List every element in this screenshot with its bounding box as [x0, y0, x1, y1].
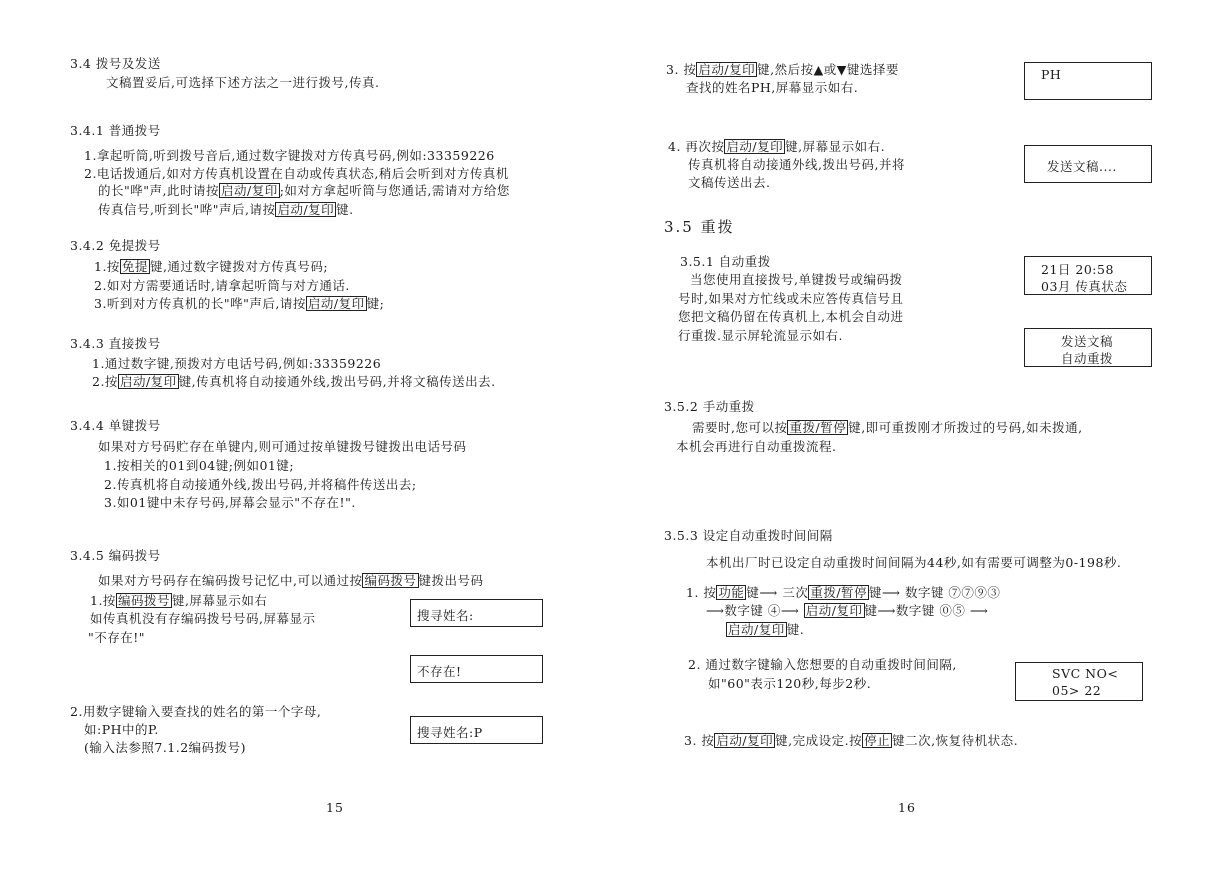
s353-l1b: 键⟶ 三次 [746, 585, 809, 600]
start-copy-key-label: 启动/复印 [698, 62, 756, 77]
s353-l1a: 1. 按 [686, 585, 717, 600]
s342-line-3 [94, 296, 384, 311]
start-copy-key-label: 启动/复印 [805, 603, 863, 618]
start-copy-key-label: 启动/复印 [119, 374, 177, 389]
section-3-5-2-title: 3.5.2 手动重拨 [664, 399, 755, 414]
s353-s3b: 键,完成设定.按 [775, 733, 863, 748]
lcd-text: 发送文稿 [1061, 334, 1114, 349]
s342-line-2: 2.如对方需要通话时,请拿起听筒与对方通话. [94, 278, 350, 293]
page-number-left: 15 [326, 800, 344, 815]
s353-intro: 本机出厂时已设定自动重拨时间间隔为44秒,如有需要可调整为0-198秒. [706, 555, 1122, 570]
s353-step-2-line-1: 2. 通过数字键输入您想要的自动重拨时间间隔, [688, 657, 957, 672]
lcd-display-ph [1024, 62, 1152, 100]
section-3-4-2-title: 3.4.2 免提拨号 [70, 238, 161, 253]
s341-line-3 [98, 183, 510, 198]
s345-line-6: (输入法参照7.1.2编码拨号) [84, 740, 247, 755]
lcd-display-search-p [410, 716, 543, 744]
s344-line-1: 1.按相关的01到04键;例如01键; [104, 458, 295, 473]
s345-line-5: 如:PH中的P. [84, 722, 159, 737]
section-3-4-3-title: 3.4.3 直接拨号 [70, 336, 161, 351]
section-3-5-1-title: 3.5.1 自动重拨 [680, 254, 771, 269]
r-step-3b: 键,然后按▲或▼键选择要 [757, 62, 899, 77]
lcd-text: 搜寻姓名:P [417, 725, 483, 740]
start-copy-key-label: 启动/复印 [726, 139, 784, 154]
s345-line-1 [90, 593, 267, 608]
s345-line-3: "不存在!" [88, 630, 146, 645]
s345-line-2: 如传真机没有存编码拨号号码,屏幕显示 [90, 611, 316, 626]
s341-line-4 [98, 202, 354, 217]
start-copy-key-label: 启动/复印 [307, 296, 365, 311]
s353-l2b: 键⟶数字键 ⓪⑤ ⟶ [864, 603, 989, 618]
s341-line-4a: 传真信号,听到长"哗"声后,请按 [98, 202, 276, 217]
r-step-4b: 键,屏幕显示如右. [785, 139, 886, 154]
s345-intro [98, 573, 484, 588]
lcd-text: 05> 22 [1052, 683, 1102, 698]
s353-step-3 [684, 733, 1018, 748]
section-3-4-title: 3.4 拨号及发送 [70, 56, 161, 71]
s342-line-1a: 1.按 [94, 259, 120, 274]
s353-step-1-line-2 [706, 603, 988, 618]
section-3-4-1-title: 3.4.1 普通拨号 [70, 123, 161, 138]
r-step-3-line-1 [666, 62, 899, 77]
lcd-text: 03月 传真状态 [1041, 279, 1128, 294]
lcd-text: 不存在! [417, 664, 462, 679]
s351-line-4: 行重拨.显示屏轮流显示如右. [678, 328, 843, 343]
lcd-display-datetime [1024, 256, 1152, 295]
lcd-text: 发送文稿.... [1047, 159, 1117, 174]
s344-intro: 如果对方号码贮存在单键内,则可通过按单键拨号键拨出电话号码 [98, 439, 467, 454]
s341-line-4b: 键. [336, 202, 354, 217]
s341-line-1: 1.拿起听筒,听到拨号音后,通过数字键拨对方传真号码,例如:33359226 [84, 148, 495, 163]
s342-line-3b: 键; [366, 296, 385, 311]
r-step-4a: 4. 再次按 [668, 139, 725, 154]
stop-key-label: 停止 [864, 733, 891, 748]
section-3-4-4-title: 3.4.4 单键拨号 [70, 418, 161, 433]
s353-s3a: 3. 按 [684, 733, 715, 748]
lcd-display-svc [1015, 662, 1143, 701]
s353-l2a: ⟶数字键 ④⟶ [706, 603, 804, 618]
section-3-5-title: 3.5 重拨 [664, 218, 735, 236]
r-step-3-line-2: 查找的姓名PH,屏幕显示如右. [686, 80, 859, 95]
s351-line-2: 号时,如果对方忙线或未应答传真信号且 [678, 291, 904, 306]
s342-line-3a: 3.听到对方传真机的长"哗"声后,请按 [94, 296, 306, 311]
r-step-4-line-1 [668, 139, 885, 154]
start-copy-key-label: 启动/复印 [716, 733, 774, 748]
redial-pause-key-label: 重拨/暂停 [810, 585, 868, 600]
s342-line-1b: 键,通过数字键拨对方传真号码; [149, 259, 329, 274]
s342-line-1 [94, 259, 328, 274]
s345-intro-a: 如果对方号码存在编码拨号记忆中,可以通过按 [98, 573, 363, 588]
s341-line-2: 2.电话拨通后,如对方传真机设置在自动或传真状态,稍后会听到对方传真机 [84, 166, 509, 181]
lcd-text: PH [1041, 67, 1062, 82]
lcd-text: SVC NO< [1052, 666, 1119, 681]
lcd-text: 21日 20:58 [1041, 262, 1114, 277]
s353-s3c: 键二次,恢复待机状态. [892, 733, 1019, 748]
s352-line-2: 本机会再进行自动重拨流程. [676, 439, 837, 454]
s345-line-1a: 1.按 [90, 593, 116, 608]
handsfree-key-label: 免提 [121, 259, 148, 274]
start-copy-key-label: 启动/复印 [220, 183, 278, 198]
code-dial-key-label: 编码拨号 [364, 573, 417, 588]
function-key-label: 功能 [718, 585, 745, 600]
s343-line-1: 1.通过数字键,预拨对方电话号码,例如:33359226 [92, 356, 382, 371]
s345-line-1b: 键,屏幕显示如右 [171, 593, 268, 608]
s344-line-3: 3.如01键中未存号码,屏幕会显示"不存在!". [104, 495, 356, 510]
s341-line-3a: 的长"哗"声,此时请按 [98, 183, 219, 198]
s343-line-2b: 键,传真机将自动接通外线,拨出号码,并将文稿传送出去. [178, 374, 496, 389]
s353-step-1-line-1 [686, 585, 1000, 600]
r-step-4-line-2: 传真机将自动接通外线,拨出号码,并将 [688, 157, 905, 172]
s353-step-1-line-3 [726, 622, 804, 637]
s351-line-1: 当您使用直接拨号,单键拨号或编码拨 [690, 272, 903, 287]
redial-pause-key-label: 重拨/暂停 [789, 420, 847, 435]
lcd-display-auto-redial [1024, 328, 1152, 367]
section-3-5-3-title: 3.5.3 设定自动重拨时间间隔 [664, 528, 833, 543]
s345-intro-b: 键拨出号码 [418, 573, 484, 588]
s352-line-1 [692, 420, 1083, 435]
s353-step-2-line-2: 如"60"表示120秒,每步2秒. [708, 676, 872, 691]
s352-line-1b: 键,即可重拨刚才所拨过的号码,如未拨通, [848, 420, 1083, 435]
r-step-4-line-3: 文稿传送出去. [688, 175, 771, 190]
s344-line-2: 2.传真机将自动接通外线,拨出号码,并将稿件传送出去; [104, 477, 417, 492]
lcd-text: 自动重拨 [1061, 351, 1114, 366]
lcd-display-not-exist [410, 655, 543, 683]
s351-line-3: 您把文稿仍留在传真机上,本机会自动进 [678, 309, 904, 324]
start-copy-key-label: 启动/复印 [277, 202, 335, 217]
s353-l3: 键. [786, 622, 805, 637]
s353-l1c: 键⟶ 数字键 ⑦⑦⑨③ [869, 585, 1001, 600]
s352-line-1a: 需要时,您可以按 [692, 420, 788, 435]
page-number-right: 16 [898, 800, 916, 815]
lcd-text: 搜寻姓名: [417, 608, 474, 623]
s343-line-2a: 2.按 [92, 374, 118, 389]
start-copy-key-label: 启动/复印 [728, 622, 785, 637]
lcd-display-search [410, 599, 543, 627]
r-step-3a: 3. 按 [666, 62, 697, 77]
s341-line-3b: ;如对方拿起听筒与您通话,需请对方给您 [279, 183, 510, 198]
code-dial-key-label: 编码拨号 [117, 593, 170, 608]
lcd-display-sending [1024, 145, 1152, 183]
s345-line-4: 2.用数字键输入要查找的姓名的第一个字母, [70, 704, 322, 719]
s343-line-2 [92, 374, 496, 389]
section-3-4-5-title: 3.4.5 编码拨号 [70, 548, 161, 563]
section-3-4-intro: 文稿置妥后,可选择下述方法之一进行拨号,传真. [106, 75, 380, 90]
